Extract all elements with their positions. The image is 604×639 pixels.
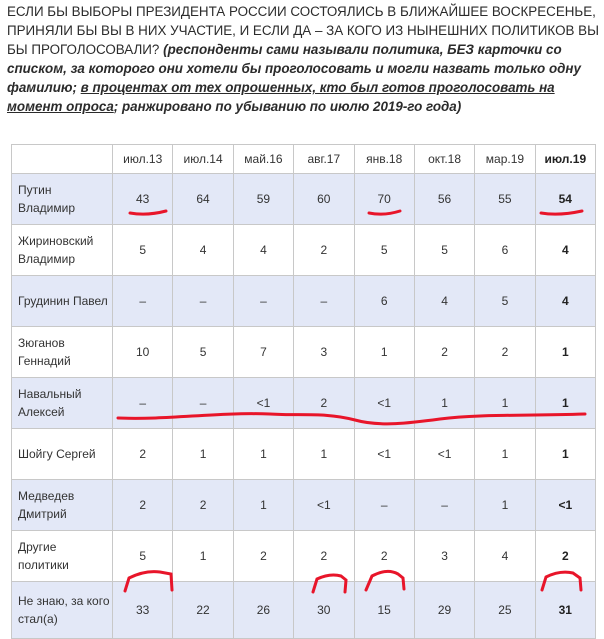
note-end: ; ранжировано по убыванию по июлю 2019-го года) — [113, 99, 462, 114]
value-cell: <1 — [535, 480, 595, 531]
politician-name: Навальный Алексей — [12, 378, 113, 429]
value-cell: – — [173, 378, 233, 429]
value-cell: <1 — [233, 378, 293, 429]
value-cell: 6 — [354, 276, 414, 327]
value-cell: 30 — [294, 582, 354, 639]
value-cell: 59 — [233, 174, 293, 225]
value-cell: 1 — [233, 480, 293, 531]
table-row — [12, 327, 596, 378]
table-row — [12, 429, 596, 480]
poll-table — [11, 144, 596, 639]
table-row — [12, 276, 596, 327]
value-cell: 1 — [535, 378, 595, 429]
value-cell: 2 — [475, 327, 535, 378]
politician-name: Шойгу Сергей — [12, 429, 113, 480]
value-cell: 54 — [535, 174, 595, 225]
value-cell: 3 — [294, 327, 354, 378]
value-cell: 1 — [233, 429, 293, 480]
politician-name: Другие политики — [12, 531, 113, 582]
value-cell: 2 — [414, 327, 474, 378]
value-cell: <1 — [294, 480, 354, 531]
value-cell: 1 — [294, 429, 354, 480]
value-cell: 4 — [535, 225, 595, 276]
value-cell: 2 — [233, 531, 293, 582]
value-cell: – — [113, 378, 173, 429]
value-cell: 2 — [354, 531, 414, 582]
value-cell: 25 — [475, 582, 535, 639]
value-cell: 7 — [233, 327, 293, 378]
value-cell: 2 — [294, 225, 354, 276]
value-cell: 1 — [475, 480, 535, 531]
column-header: июл.19 — [535, 145, 595, 174]
column-header: янв.18 — [354, 145, 414, 174]
value-cell: – — [113, 276, 173, 327]
value-cell: 26 — [233, 582, 293, 639]
question-text: ЕСЛИ БЫ ВЫБОРЫ ПРЕЗИДЕНТА РОССИИ СОСТОЯЛИСЬ В БЛИЖАЙШЕЕ ВОСКРЕСЕНЬЕ, ПРИНЯЛИ БЫ ВЫ В НИХ УЧАСТИЕ, И ЕСЛИ ДА – ЗА КОГО ИЗ НЫНЕШНИХ ПОЛИТИКОВ ВЫ БЫ ПРОГОЛОСОВАЛИ? — [7, 4, 599, 57]
value-cell: 55 — [475, 174, 535, 225]
table-row — [12, 174, 596, 225]
value-cell: 15 — [354, 582, 414, 639]
value-cell: 2 — [294, 378, 354, 429]
value-cell: 33 — [113, 582, 173, 639]
table-row — [12, 480, 596, 531]
value-cell: 2 — [113, 480, 173, 531]
value-cell: 1 — [475, 429, 535, 480]
value-cell: 43 — [113, 174, 173, 225]
value-cell: 5 — [354, 225, 414, 276]
value-cell: 64 — [173, 174, 233, 225]
value-cell: – — [233, 276, 293, 327]
value-cell: 29 — [414, 582, 474, 639]
value-cell: 2 — [535, 531, 595, 582]
value-cell: 2 — [294, 531, 354, 582]
value-cell: 5 — [113, 225, 173, 276]
column-header: июл.13 — [113, 145, 173, 174]
value-cell: 1 — [173, 429, 233, 480]
value-cell: 6 — [475, 225, 535, 276]
value-cell: 2 — [173, 480, 233, 531]
table-row — [12, 378, 596, 429]
politician-name: Жириновский Владимир — [12, 225, 113, 276]
table-row — [12, 582, 596, 639]
value-cell: 22 — [173, 582, 233, 639]
politician-name: Зюганов Геннадий — [12, 327, 113, 378]
value-cell: 56 — [414, 174, 474, 225]
politician-name: Грудинин Павел — [12, 276, 113, 327]
question-heading — [7, 2, 599, 116]
value-cell: <1 — [414, 429, 474, 480]
value-cell: 4 — [414, 276, 474, 327]
note-start: (респонденты сами называли политика, БЕЗ карточки со списком, за которого они хотели бы проголосовать и могли назвать только одну фамилию; — [7, 42, 581, 95]
value-cell: 2 — [113, 429, 173, 480]
value-cell: 1 — [475, 378, 535, 429]
value-cell: 5 — [113, 531, 173, 582]
value-cell: 4 — [173, 225, 233, 276]
header-corner — [12, 145, 113, 174]
header-row — [12, 145, 596, 174]
column-header: окт.18 — [414, 145, 474, 174]
value-cell: 60 — [294, 174, 354, 225]
politician-name: Путин Владимир — [12, 174, 113, 225]
column-header: май.16 — [233, 145, 293, 174]
politician-name: Медведев Дмитрий — [12, 480, 113, 531]
column-header: июл.14 — [173, 145, 233, 174]
value-cell: – — [294, 276, 354, 327]
value-cell: 10 — [113, 327, 173, 378]
column-header: авг.17 — [294, 145, 354, 174]
note-underlined: в процентах от тех опрошенных, кто был готов проголосовать на момент опроса — [7, 80, 555, 114]
value-cell: – — [414, 480, 474, 531]
value-cell: 70 — [354, 174, 414, 225]
table-row — [12, 531, 596, 582]
politician-name: Не знаю, за кого стал(а) — [12, 582, 113, 639]
value-cell: 31 — [535, 582, 595, 639]
value-cell: 1 — [414, 378, 474, 429]
value-cell: 4 — [475, 531, 535, 582]
value-cell: – — [354, 480, 414, 531]
value-cell: 1 — [535, 327, 595, 378]
value-cell: 1 — [173, 531, 233, 582]
value-cell: 4 — [535, 276, 595, 327]
column-header: мар.19 — [475, 145, 535, 174]
value-cell: 5 — [475, 276, 535, 327]
value-cell: 3 — [414, 531, 474, 582]
value-cell: 5 — [414, 225, 474, 276]
value-cell: 1 — [535, 429, 595, 480]
value-cell: 1 — [354, 327, 414, 378]
value-cell: 5 — [173, 327, 233, 378]
value-cell: – — [173, 276, 233, 327]
value-cell: <1 — [354, 429, 414, 480]
value-cell: <1 — [354, 378, 414, 429]
value-cell: 4 — [233, 225, 293, 276]
table-row — [12, 225, 596, 276]
